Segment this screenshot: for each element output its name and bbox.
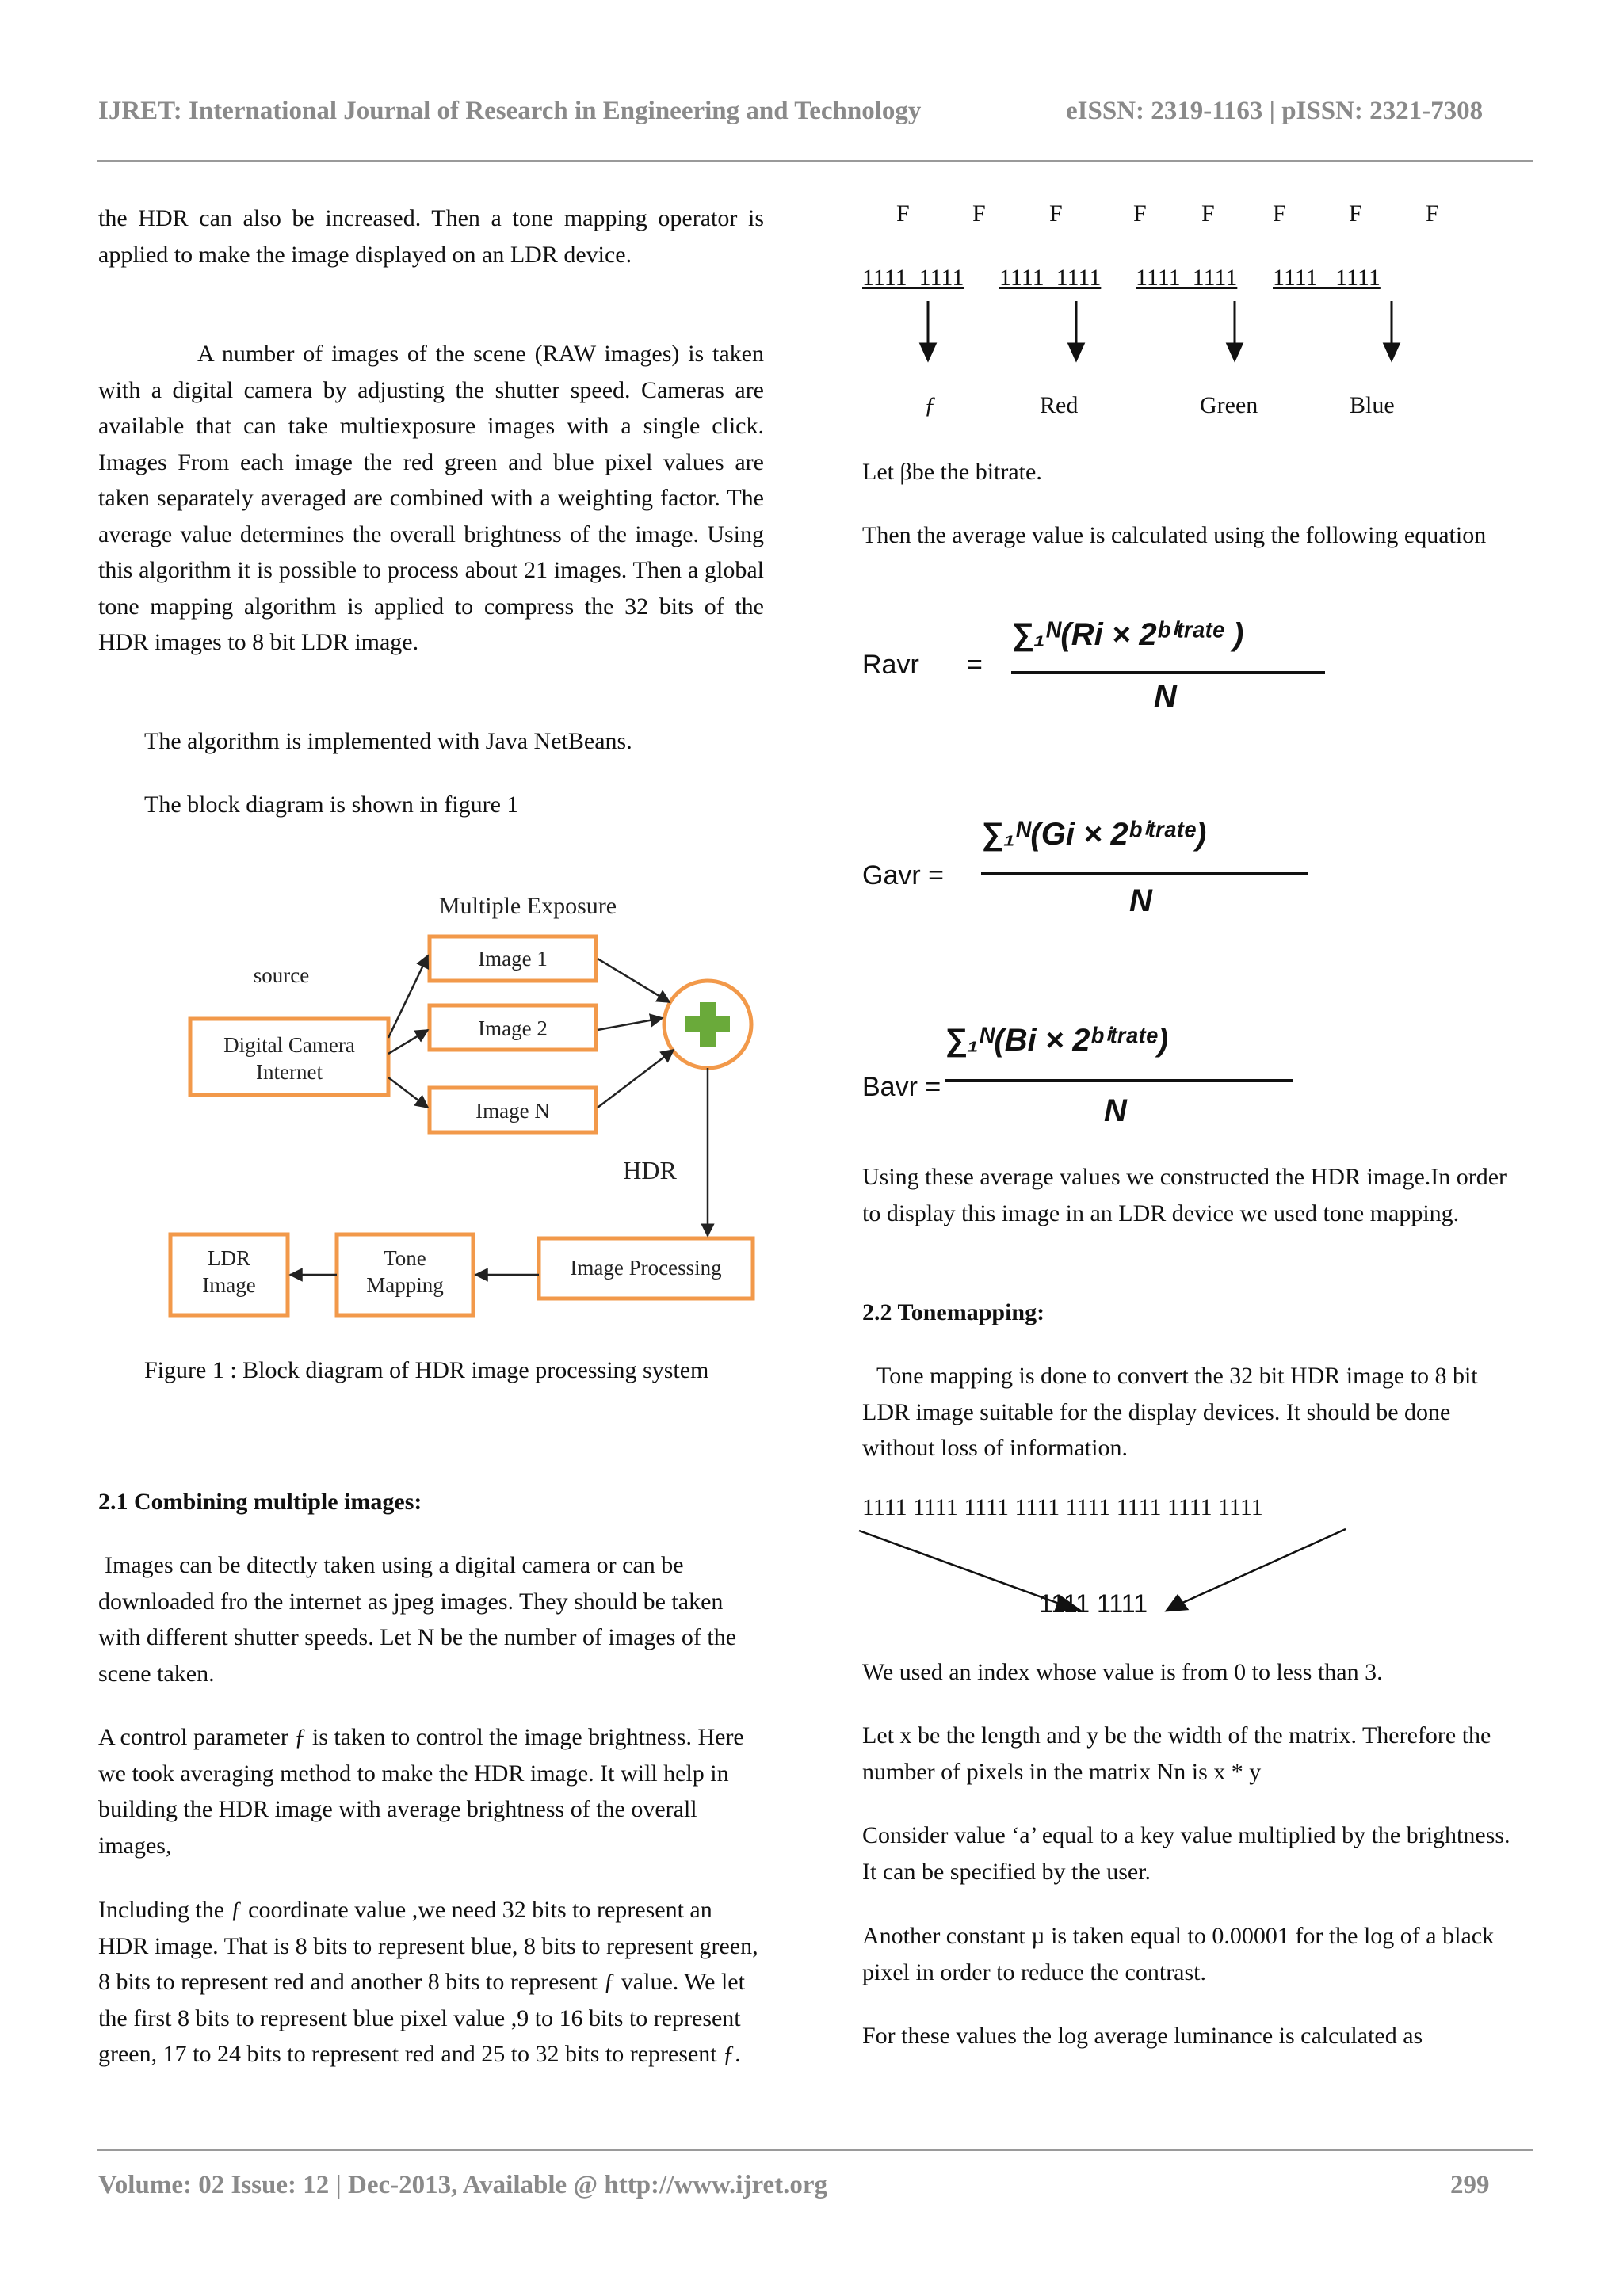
multiple-exposure-label: Multiple Exposure [438, 893, 617, 919]
arrow-compress-left [859, 1531, 1064, 1605]
arrow-imageN-combine [598, 1050, 674, 1108]
arrowhead-blue [1384, 344, 1399, 360]
channel-green: Green [1200, 392, 1258, 418]
issn: eISSN: 2319-1163 | pISSN: 2321-7308 [1066, 97, 1484, 125]
paragraph-index: We used an index whose value is from 0 to less than 3. [862, 1659, 1383, 1685]
eq-ravr-denominator: N [1154, 679, 1177, 714]
hdr-block-diagram [158, 879, 792, 1323]
bits-8: 1111 1111 [1039, 1589, 1148, 1618]
paragraph-downloads: Images can be ditectly taken using a digital camera or can be downloaded fro the internet as jpeg images. They should be taken with different shutter speeds. Let N be the number of images of the scene taken. [98, 1552, 737, 1687]
footer-volume: Volume: 02 Issue: 12 | Dec-2013, Available @ http://www.ijret.org [98, 2171, 828, 2199]
eq-bavr-denominator: N [1104, 1093, 1127, 1128]
hex-f-6: F [1273, 200, 1286, 227]
arrowhead-compress-right [1167, 1596, 1187, 1611]
channel-red: Red [1040, 392, 1079, 418]
paragraph-32-bits: Including the ƒ coordinate value ,we need 32 bits to represent an HDR image. That is 8 bits to represent blue, 8 bits to represent green, 8 bits to represent red and another 8 bits to represent ƒ value. We let the first 8 bits to represent blue pixel value ,9 to 16 bits to represent green, 17 to 24 bits to represent red and 25 to 32 bits to represent ƒ. [98, 1897, 758, 2067]
hex-f-3: F [1049, 200, 1063, 227]
channel-f: ƒ [924, 392, 936, 418]
arrow-image2-combine [598, 1018, 663, 1030]
paragraph-log-average: For these values the log average luminance is calculated as [862, 2023, 1423, 2049]
paragraph-tone-mapping: Tone mapping is done to convert the 32 bit HDR image to 8 bit LDR image suitable for the display devices. It should be done without loss of information. [862, 1363, 1478, 1461]
tone-mapping-label-2: Mapping [366, 1273, 444, 1297]
eq-ravr-numerator: ∑₁ᴺ(Ri × 2ᵇⁱᵗʳᵃᵗᵉ ) [1011, 617, 1244, 652]
arrow-image1-combine [598, 959, 670, 1002]
source-label: source [253, 963, 310, 987]
bits-32: 1111 1111 1111 1111 1111 1111 1111 1111 [862, 1494, 1263, 1520]
paragraph-mu-constant: Another constant µ is taken equal to 0.00001 for the log of a black pixel in order to reduce the contrast. [862, 1923, 1495, 1985]
header-rule [97, 160, 1533, 162]
hdr-label: HDR [623, 1156, 677, 1184]
eq-ravr-label: Ravr [862, 650, 919, 680]
eq-gavr-denominator: N [1129, 883, 1152, 918]
paragraph-block-diagram: The block diagram is shown in figure 1 [144, 791, 519, 818]
arrowhead-f [921, 344, 935, 360]
channel-blue: Blue [1350, 392, 1395, 418]
image1-label: Image 1 [478, 947, 548, 971]
footer-rule [97, 2149, 1533, 2151]
hex-f-4: F [1133, 200, 1147, 227]
binary-group-f: 1111 1111 [862, 265, 964, 291]
camera-label-2: Internet [256, 1060, 323, 1084]
hex-f-8: F [1426, 200, 1439, 227]
binary-group-red: 1111 1111 [999, 265, 1102, 291]
paragraph-netbeans: The algorithm is implemented with Java NetBeans. [144, 728, 632, 754]
eq-ravr-equals: = [967, 650, 983, 680]
figure-caption: Figure 1 : Block diagram of HDR image processing system [144, 1357, 709, 1383]
eq-bavr-fraction-bar [945, 1079, 1293, 1082]
eq-gavr-numerator: ∑₁ᴺ(Gi × 2ᵇⁱᵗʳᵃᵗᵉ) [981, 817, 1207, 852]
arrow-camera-imageN [388, 1077, 428, 1108]
eq-bavr-numerator: ∑₁ᴺ(Bi × 2ᵇⁱᵗʳᵃᵗᵉ) [945, 1023, 1169, 1058]
arrowhead-green [1228, 344, 1242, 360]
paragraph-matrix: Let x be the length and y be the width of the matrix. Therefore the number of pixels in the matrix Nn is x * y [862, 1722, 1491, 1785]
paragraph-average-intro: Then the average value is calculated using the following equation [862, 522, 1487, 548]
hex-f-1: F [896, 200, 910, 227]
paragraph-bitrate: Let βbe the bitrate. [862, 459, 1042, 485]
eq-gavr-fraction-bar [981, 872, 1308, 875]
paragraph-intro: the HDR can also be increased. Then a tone mapping operator is applied to make the image displayed on an LDR device. [98, 205, 764, 268]
image-processing-label: Image Processing [570, 1256, 722, 1280]
channel-arrows [862, 299, 1575, 379]
tone-mapping-label-1: Tone [384, 1246, 426, 1270]
binary-group-green: 1111 1111 [1136, 265, 1238, 291]
paragraph-key-value: Consider value ‘a’ equal to a key value multiplied by the brightness. It can be specified by the user. [862, 1822, 1510, 1885]
page-number: 299 [1450, 2171, 1490, 2199]
arrowhead-red [1069, 344, 1083, 360]
arrow-camera-image2 [388, 1030, 428, 1054]
imageN-label: Image N [475, 1099, 550, 1123]
ldr-image-label-2: Image [202, 1273, 256, 1297]
hex-f-2: F [972, 200, 986, 227]
section-2-1-heading: 2.1 Combining multiple images: [98, 1489, 422, 1515]
paragraph-control-parameter: A control parameter ƒ is taken to control the image brightness. Here we took averaging method to make the HDR image. It will help in building the HDR image with average brightness of the overall images, [98, 1724, 744, 1859]
eq-gavr-label: Gavr = [862, 860, 944, 891]
binary-group-blue: 1111 1111 [1273, 265, 1381, 291]
paragraph-raw-images: A number of images of the scene (RAW images) is taken with a digital camera by adjusting the shutter speed. Cameras are available that can take multiexposure images with a single click. Images From each image the red green and blue pixel values are taken separately averaged are combined with a weighting factor. The average value determines the overall brightness of the image. Using this algorithm it is possible to process about 21 images. Then a global tone mapping algorithm is applied to compress the 32 bits of the HDR images to 8 bit LDR image. [98, 341, 764, 655]
paragraph-using-averages: Using these average values we constructed the HDR image.In order to display this image in an LDR device we used tone mapping. [862, 1164, 1507, 1226]
image2-label: Image 2 [478, 1016, 548, 1040]
arrow-camera-image1 [388, 955, 428, 1038]
arrow-compress-right [1181, 1529, 1346, 1604]
hex-f-5: F [1201, 200, 1215, 227]
journal-title: IJRET: International Journal of Research in Engineering and Technology [98, 97, 922, 125]
hex-f-7: F [1349, 200, 1362, 227]
eq-ravr-fraction-bar [1011, 671, 1325, 674]
camera-label-1: Digital Camera [223, 1033, 355, 1057]
eq-bavr-label: Bavr = [862, 1072, 941, 1102]
ldr-image-label-1: LDR [208, 1246, 250, 1270]
section-2-2-heading: 2.2 Tonemapping: [862, 1299, 1045, 1325]
